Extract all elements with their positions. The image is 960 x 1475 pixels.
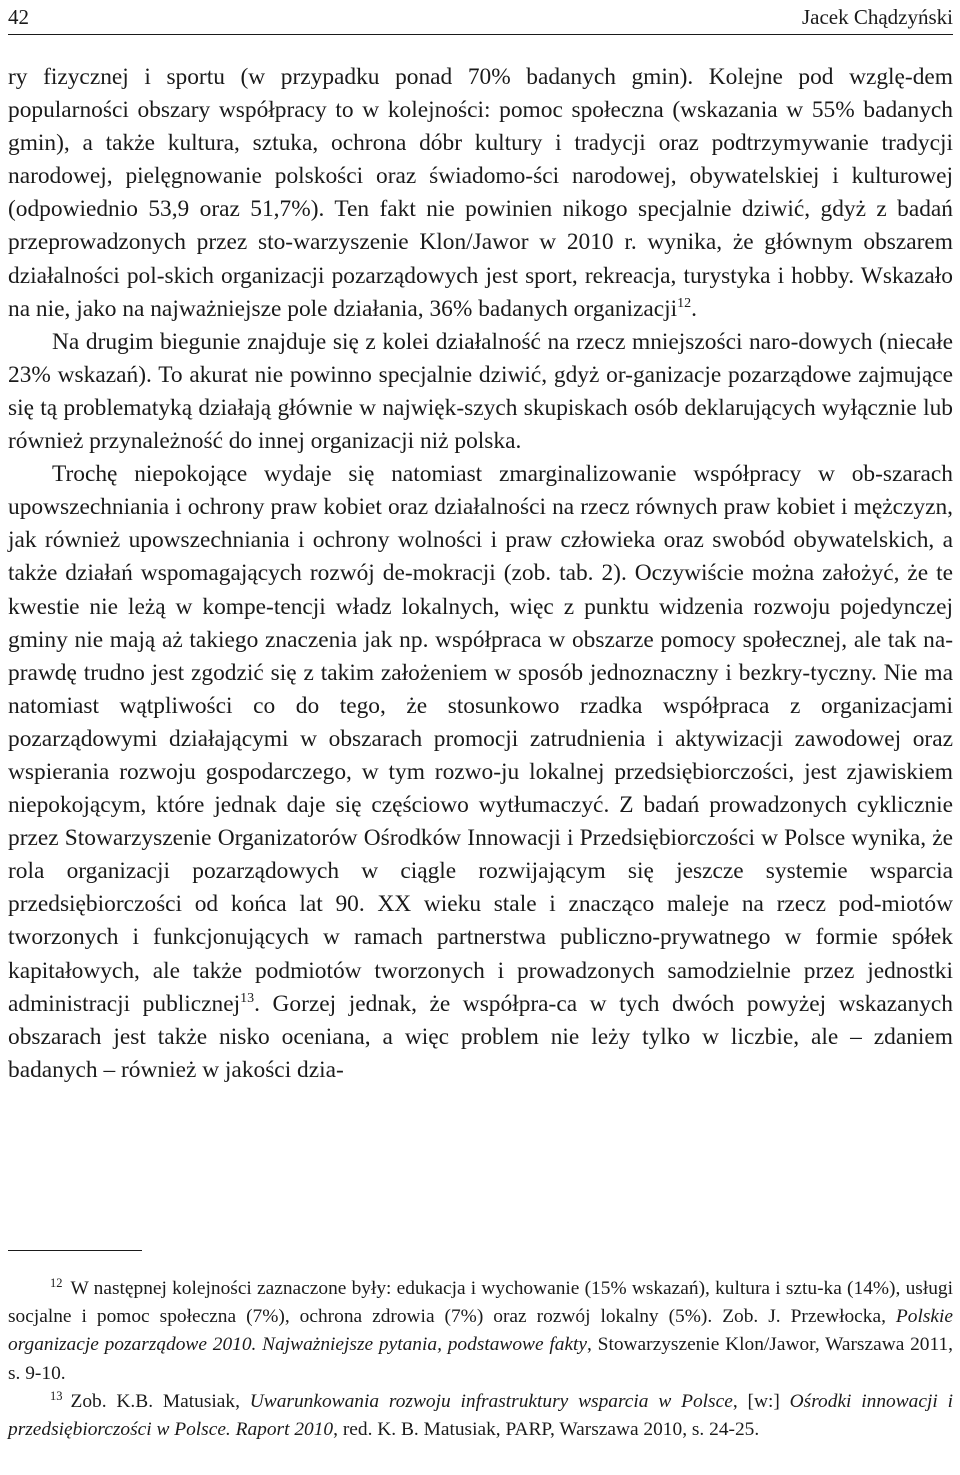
footnote-12-source: , Stowarzyszenie Klon/Jawor, Warszawa 2011, s. 9-10. [8, 1334, 953, 1384]
footnote-12-title: Polskie organizacje pozarządowe 2010. Najważniejsze pytania, podstawowe fakty [8, 1306, 953, 1356]
footnote-separator [8, 1250, 142, 1251]
footnote-12-text: W następnej kolejności zaznaczone były: edukacja i wychowanie (15% wskazań), kultura i sztu-ka (14%), usługi socjalne i pomoc społeczna (7%), ochrona zdrowia (7%) oraz rozwój lokalny (5%). Zob. J. Przewłocka, [8, 1278, 953, 1328]
paragraph-1-text: ry fizycznej i sportu (w przypadku ponad 70% badanych gmin). Kolejne pod wzglę-dem popularności obszary współpracy to w kolejności: pomoc społeczna (wskazania w 55% badanych gmin), a także kultura, sztuka, ochrona dóbr kultury i tradycji oraz podtrzymywanie tradycji narodowej, pielęgnowanie polskości oraz świadomo-ści narodowej, obywatelskiej i kulturowej (odpowiednio 53,9 oraz 51,7%). Ten fakt nie powinien nikogo specjalnie dziwić, gdyż z badań przeprowadzonych przez sto-warzyszenie Klon/Jawor w 2010 r. wynika, że głównym obszarem działalności pol-skich organizacji pozarządowych jest sport, rekreacja, turystyka i hobby. Wskazało na nie, jako na najważniejsze pole działania, 36% badanych organizacji [8, 64, 953, 322]
footnote-13 [8, 1388, 953, 1444]
header-rule [8, 34, 953, 35]
paragraph-2: Na drugim biegunie znajduje się z kolei działalność na rzecz mniejszości naro-dowych (niecałe 23% wskazań). To akurat nie powinno specjalnie dziwić, gdyż or-ganizacje pozarządowe zajmujące się tą problematyką działają głównie w najwięk-szych skupiskach osób deklarujących wyłącznie lub również przynależność do innej organizacji niż polska. [8, 328, 953, 455]
page-number: 42 [8, 5, 29, 29]
footnote-13-text: Zob. K.B. Matusiak, [70, 1390, 250, 1412]
running-head-author: Jacek Chądzyński [801, 5, 953, 29]
paragraph-3-end: . Gorzej jednak, że współpra-ca w tych dwóch powyżej wskazanych obszarach jest także nisko oceniana, a więc problem nie leży tylko w liczbie, ale – zdaniem badanych – również w jakości dzia- [8, 990, 953, 1083]
footnotes [8, 1275, 953, 1444]
paragraph-1 [8, 61, 953, 326]
footnote-ref-12[interactable]: 12 [677, 295, 692, 311]
body-text [8, 61, 953, 1087]
paragraph-3 [8, 458, 953, 1087]
footnote-13-number: 13 [50, 1388, 63, 1403]
document-page [8, 0, 953, 1475]
footnote-ref-13[interactable]: 13 [240, 990, 255, 1006]
paragraph-3-text: Trochę niepokojące wydaje się natomiast zmarginalizowanie współpracy w ob-szarach upowszechniania i ochrony praw kobiet oraz działalności na rzecz równych praw kobiet i mężczyzn, jak również upowszechniania i ochrony wolności i praw człowieka oraz swobód obywatelskich, a także działań wspomagających rozwój de-mokracji (zob. tab. 2). Oczywiście można założyć, że te kwestie nie leżą w kompe-tencji władz lokalnych, więc z punktu widzenia rozwoju pojedynczej gminy nie mają aż takiego znaczenia jak np. współpraca w obszarze pomocy społecznej, ale tak na-prawdę trudno jest zgodzić się z takim założeniem w sposób jednoznaczny i bezkry-tyczny. Nie ma natomiast wątpliwości co do tego, że stosunkowo rzadka współpraca z organizacjami pozarządowymi działającymi w obszarach promocji zatrudnienia i aktywizacji zawodowej oraz wspierania rozwoju gospodarczego, w tym rozwo-ju lokalnej przedsiębiorczości, jest zjawiskiem niepokojącym, które jednak daje się częściowo wytłumaczyć. Z badań prowadzonych cyklicznie przez Stowarzyszenie Organizatorów Ośrodków Innowacji i Przedsiębiorczości w Polsce wynika, że rola organizacji pozarządowych w ciągle rozwijającym się jeszcze systemie wsparcia przedsiębiorczości od końca lat 90. XX wieku stale i znacząco maleje na rzecz pod-miotów tworzonych i funkcjonujących w ramach partnerstwa publiczno-prywatnego w formie spółek kapitałowych, ale także podmiotów tworzonych i prowadzonych samodzielnie przez jednostki administracji publicznej [8, 461, 953, 1017]
footnote-13-source: , red. K. B. Matusiak, PARP, Warszawa 2010, s. 24-25. [333, 1419, 760, 1441]
footnote-12-number: 12 [50, 1276, 63, 1290]
page-header [8, 2, 953, 32]
footnote-13-title-2: Ośrodki innowacji i przedsiębiorczości w Polsce. Raport 2010 [8, 1390, 953, 1441]
footnote-13-in: , [w:] [732, 1390, 790, 1412]
paragraph-1-end: . [691, 295, 698, 322]
footnote-12 [8, 1275, 953, 1388]
footnote-13-title-1: Uwarunkowania rozwoju infrastruktury wsparcia w Polsce [249, 1390, 733, 1412]
